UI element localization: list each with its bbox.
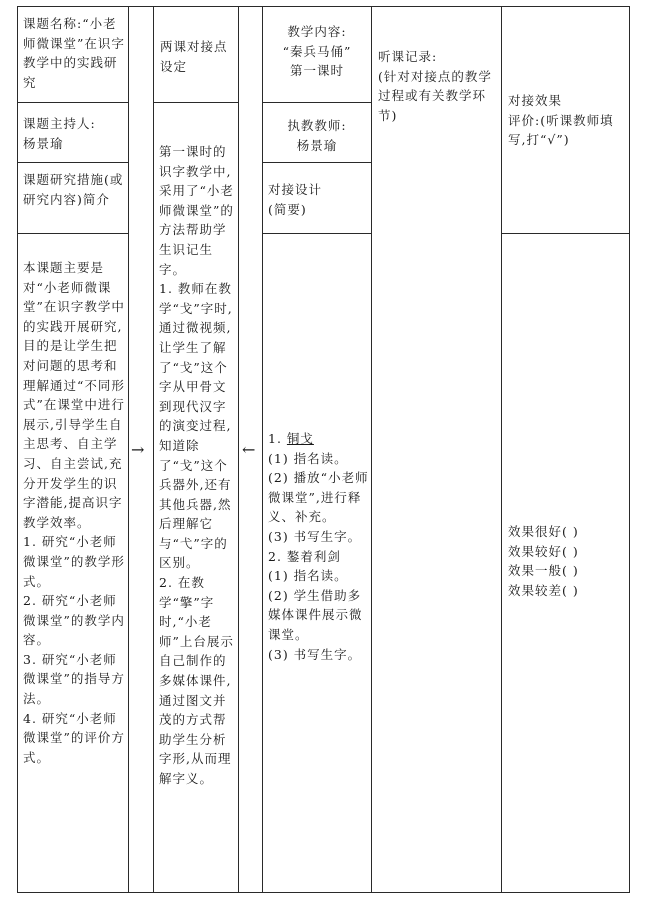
- connection-design-label: 对接设计 (简要): [268, 182, 323, 217]
- col2-right-border: [238, 6, 239, 893]
- col3-right-border: [371, 6, 372, 893]
- design-item1-word: 铜戈: [286, 431, 314, 446]
- col3-row1-bottom: [262, 102, 372, 103]
- research-measures-body: 本课题主要是对“小老师微课堂”在识字教学中的实践开展研究,目的是让学生把对问题的思考和理解通过“不同形式”在课堂中进行展示,引导学生自主思考、自主学习、自主尝试,充分开发学生的识字潜能,提高识字教学效率。 1. 研究“小老师微课堂”的教学形式。 2. 研究“小老师微课堂”的教学内容。 3. 研究“小老师微课堂”的指导方法。 4. 研究“小老师微课堂”的评价方式。: [23, 260, 125, 765]
- connection-point-label: 两课对接点设定: [160, 39, 228, 74]
- col2-row1-bottom: [153, 102, 239, 103]
- lesson-teacher-cell: 执教教师: 杨景瑜: [287, 118, 347, 153]
- effect-evaluation-options: 效果很好( ) 效果较好( ) 效果一般( ) 效果较差( ): [508, 524, 579, 598]
- col1-row3-bottom: [17, 233, 129, 234]
- table-border-right: [629, 6, 630, 893]
- topic-host-cell: 课题主持人: 杨景瑜: [23, 116, 96, 151]
- col1-row2-bottom: [17, 162, 129, 163]
- design-item-list: (1) 指名读。 (2) 播放“小老师微课堂”,进行释义、补充。 (3) 书写生字。 2. 鏊着利剑 (1) 指名读。 (2) 学生借助多媒体课件展示微课堂。 (3) 书写生字。: [268, 450, 369, 662]
- design-item1-prefix: 1.: [268, 431, 287, 446]
- col4-right-border: [501, 6, 502, 893]
- lesson-record-cell: 听课记录: (针对对接点的教学过程或有关教学环节): [378, 49, 492, 123]
- topic-name-cell: 课题名称:“小老师微课堂”在识字教学中的实践研究: [23, 16, 125, 90]
- table-border-left: [17, 6, 18, 893]
- col5-row1-bottom: [501, 233, 630, 234]
- col3-left-border: [262, 6, 263, 893]
- table-border-top: [17, 6, 630, 7]
- col3-row3-bottom: [262, 233, 372, 234]
- connection-design-body: [268, 429, 369, 664]
- table-border-bottom: [17, 892, 630, 893]
- col2-left-border: [153, 6, 154, 893]
- left-arrow-icon: ←: [242, 440, 256, 459]
- effect-evaluation-label: 对接效果 评价:(听课教师填写,打“√”): [508, 93, 614, 148]
- connection-point-body: 第一课时的识字教学中,采用了“小老师微课堂”的方法帮助学生识记生字。 1. 教师在教学“戈”字时,通过微视频,让学生了解了“戈”这个字从甲骨文到现代汉字的演变过程,知道除了“戈”这个兵器外,还有其他兵器,然后理解它与“弋”字的区别。 2. 在教学“擎”字时,“小老师”上台展示自己制作的多媒体课件,通过图文并茂的方式帮助学生分析字形,从而理解字义。: [159, 144, 234, 786]
- right-arrow-icon: →: [131, 440, 145, 459]
- col3-row2-bottom: [262, 162, 372, 163]
- col1-row1-bottom: [17, 102, 129, 103]
- lesson-content-cell: 教学内容: “秦兵马俑” 第一课时: [282, 24, 352, 79]
- col1-right-border: [128, 6, 129, 893]
- research-measures-label: 课题研究措施(或研究内容)简介: [23, 172, 124, 207]
